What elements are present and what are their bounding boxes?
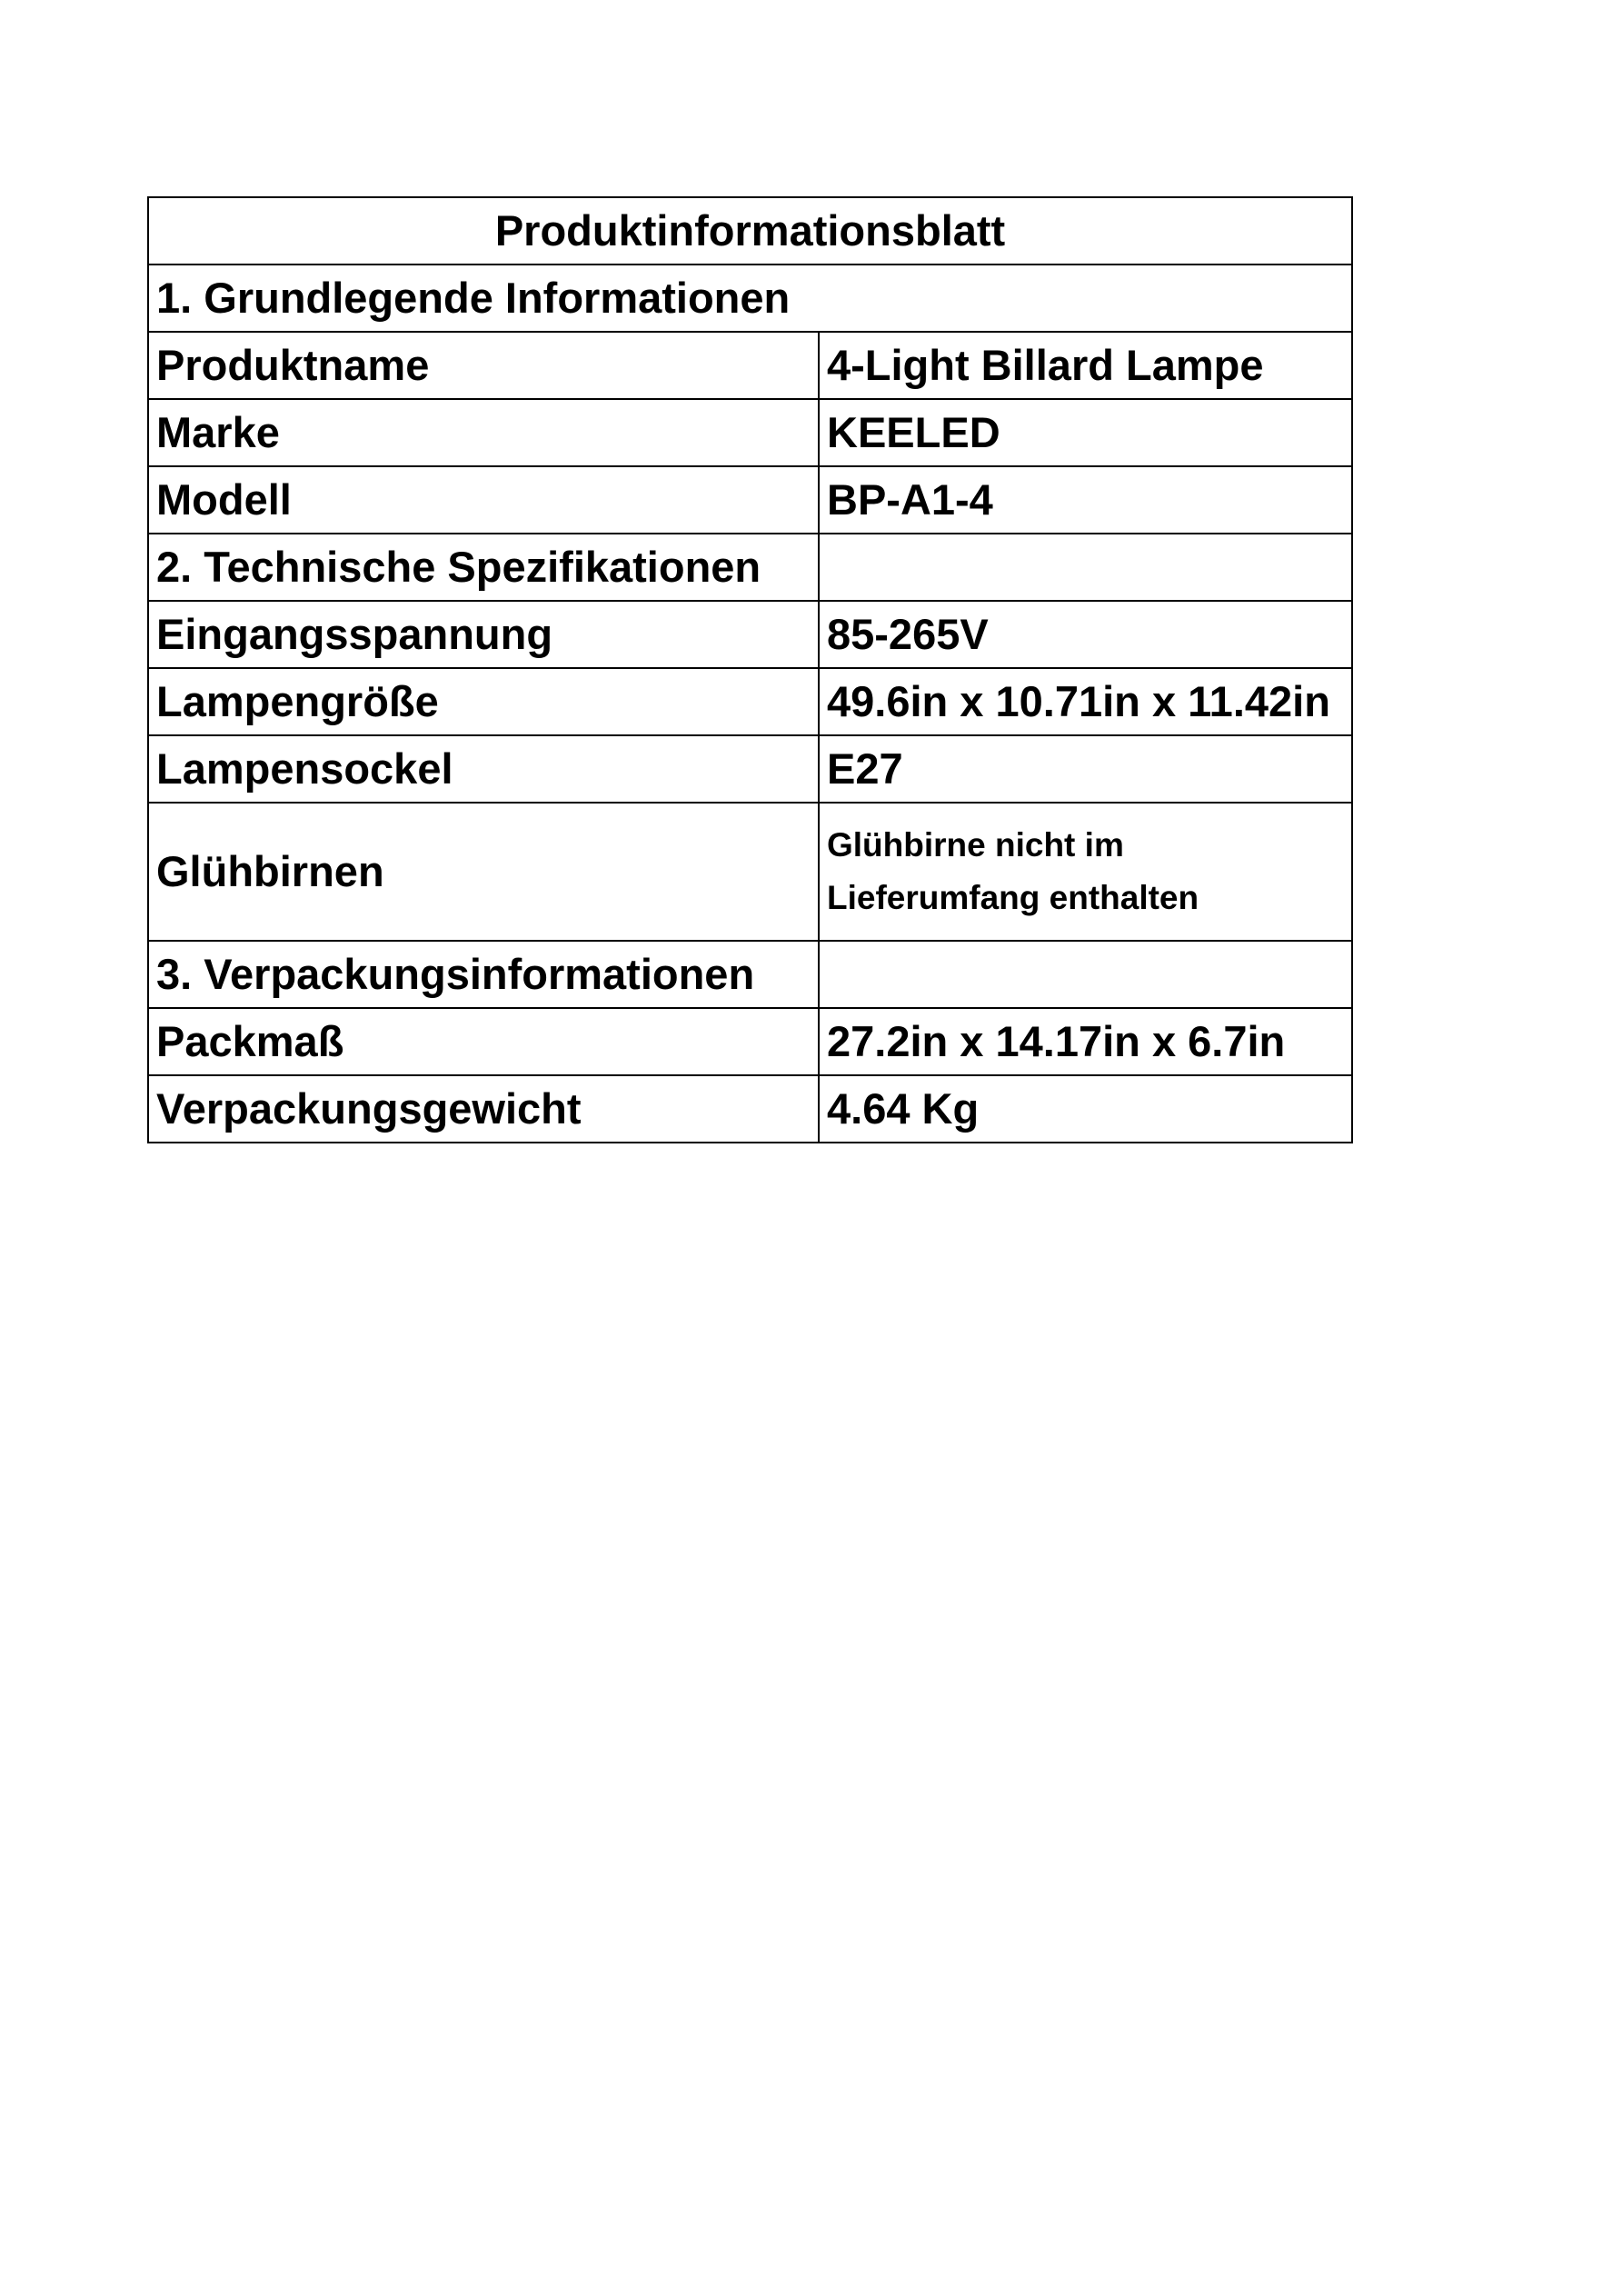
- sheet-title: Produktinformationsblatt: [148, 197, 1352, 265]
- empty-cell: [819, 534, 1352, 601]
- row-value-brand: KEELED: [819, 399, 1352, 466]
- product-info-table: [147, 196, 1353, 1143]
- table-row-section-3: [148, 941, 1352, 1008]
- row-value-bulbs: Glühbirne nicht im Lieferumfang enthalten: [819, 803, 1352, 941]
- section-heading-basic-info: 1. Grundlegende Informationen: [148, 265, 1352, 332]
- section-heading-packaging-info: 3. Verpackungsinformationen: [148, 941, 819, 1008]
- row-label-product-name: Produktname: [148, 332, 819, 399]
- row-label-package-size: Packmaß: [148, 1008, 819, 1075]
- table-row: [148, 332, 1352, 399]
- row-label-package-weight: Verpackungsgewicht: [148, 1075, 819, 1143]
- row-value-product-name: 4-Light Billard Lampe: [819, 332, 1352, 399]
- table-row: [148, 399, 1352, 466]
- row-label-lamp-size: Lampengröße: [148, 668, 819, 735]
- empty-cell: [819, 941, 1352, 1008]
- table-row: [148, 668, 1352, 735]
- row-label-brand: Marke: [148, 399, 819, 466]
- row-label-input-voltage: Eingangsspannung: [148, 601, 819, 668]
- section-heading-technical-specs: 2. Technische Spezifikationen: [148, 534, 819, 601]
- row-label-bulbs: Glühbirnen: [148, 803, 819, 941]
- row-label-lamp-base: Lampensockel: [148, 735, 819, 803]
- row-value-package-size: 27.2in x 14.17in x 6.7in: [819, 1008, 1352, 1075]
- table-row: [148, 1075, 1352, 1143]
- table-row-title: [148, 197, 1352, 265]
- row-value-package-weight: 4.64 Kg: [819, 1075, 1352, 1143]
- table-row-section-2: [148, 534, 1352, 601]
- row-value-lamp-size: 49.6in x 10.71in x 11.42in: [819, 668, 1352, 735]
- table-row: [148, 466, 1352, 534]
- table-row: [148, 601, 1352, 668]
- row-value-input-voltage: 85-265V: [819, 601, 1352, 668]
- row-label-model: Modell: [148, 466, 819, 534]
- table-row: [148, 803, 1352, 941]
- row-value-lamp-base: E27: [819, 735, 1352, 803]
- row-value-model: BP-A1-4: [819, 466, 1352, 534]
- table-row: [148, 735, 1352, 803]
- table-row: [148, 1008, 1352, 1075]
- product-info-sheet: [147, 196, 1351, 1143]
- table-row-section-1: [148, 265, 1352, 332]
